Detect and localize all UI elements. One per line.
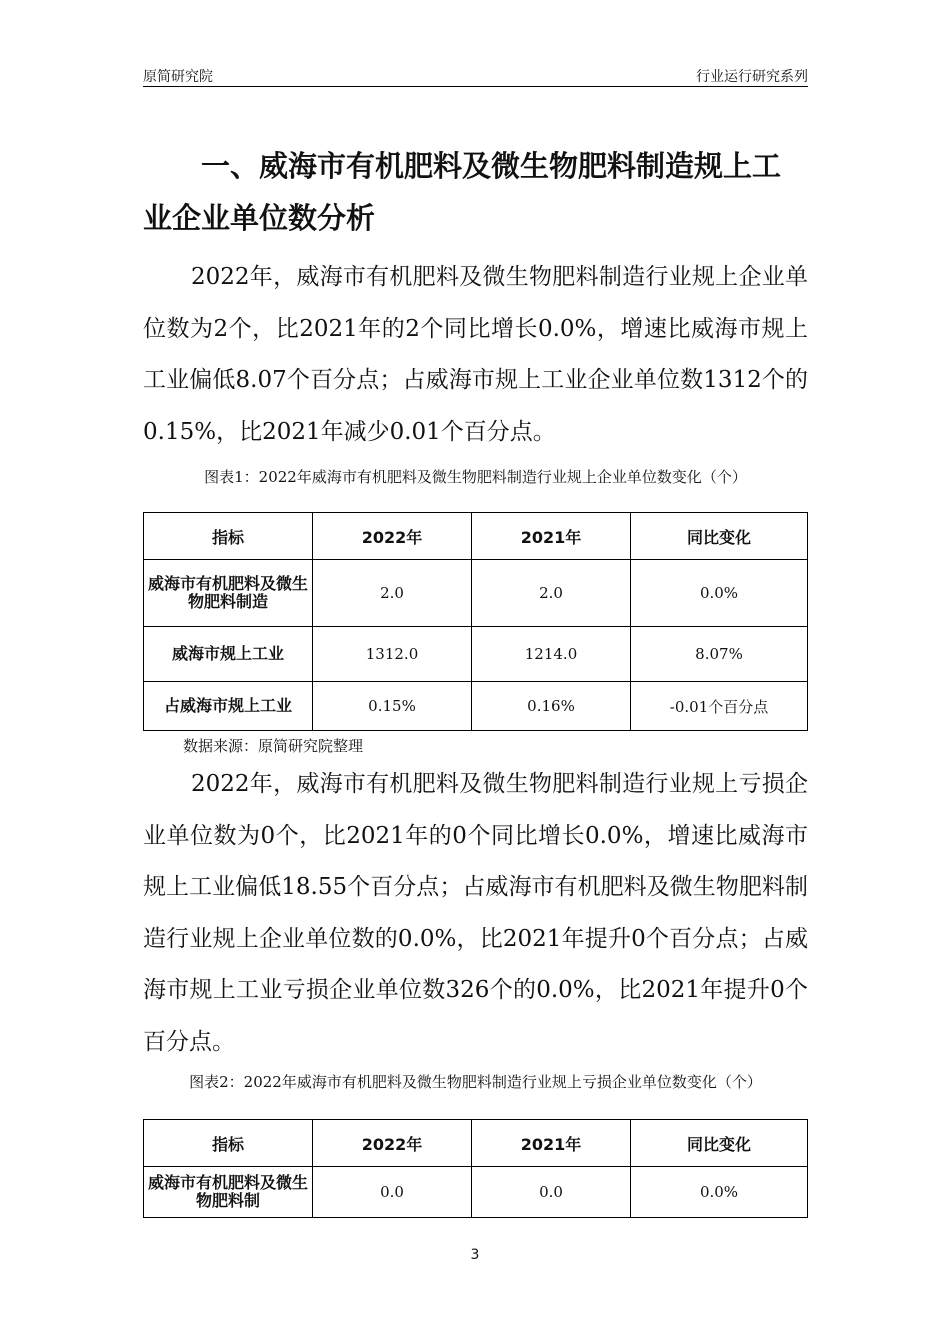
table-row (144, 627, 808, 682)
table-units (143, 512, 808, 731)
data-source-note: 数据来源：原简研究院整理 (183, 737, 364, 755)
row-label: 威海市有机肥料及微生物肥料制 (144, 1167, 313, 1218)
col-header-2021: 2021年 (472, 1120, 631, 1167)
cell-2022: 0.15% (313, 682, 472, 731)
col-header-indicator: 指标 (144, 513, 313, 560)
cell-2022: 2.0 (313, 560, 472, 627)
table-row (144, 560, 808, 627)
paragraph-loss-units: 2022年，威海市有机肥料及微生物肥料制造行业规上亏损企业单位数为0个，比2021年的0个同比增长0.0%，增速比威海市规上工业偏低18.55个百分点；占威海市有机肥料及微生物肥料制造行业规上企业单位数的0.0%，比2021年提升0个百分点；占威海市规上工业亏损企业单位数326个的0.0%，比2021年提升0个百分点。 (143, 771, 808, 1055)
paragraph-units: 2022年，威海市有机肥料及微生物肥料制造行业规上企业单位数为2个，比2021年的2个同比增长0.0%，增速比威海市规上工业偏低8.07个百分点；占威海市规上工业企业单位数1312个的0.15%，比2021年减少0.01个百分点。 (143, 264, 808, 445)
header-series: 行业运行研究系列 (696, 69, 808, 85)
page-header (143, 64, 808, 87)
table-loss-units (143, 1119, 808, 1218)
cell-2021: 0.0 (472, 1167, 631, 1218)
table-row (144, 1167, 808, 1218)
cell-change: 8.07% (631, 627, 808, 682)
row-label: 威海市有机肥料及微生物肥料制造 (144, 560, 313, 627)
section-heading: 一、威海市有机肥料及微生物肥料制造规上工业企业单位数分析 (143, 149, 782, 235)
cell-2022: 0.0 (313, 1167, 472, 1218)
page-number: 3 (470, 1247, 480, 1263)
cell-change: -0.01个百分点 (631, 682, 808, 731)
cell-2021: 0.16% (472, 682, 631, 731)
cell-change: 0.0% (631, 1167, 808, 1218)
row-label: 威海市规上工业 (144, 627, 313, 682)
col-header-2022: 2022年 (313, 1120, 472, 1167)
col-header-change: 同比变化 (631, 513, 808, 560)
row-label: 占威海市规上工业 (144, 682, 313, 731)
table-header-row (144, 513, 808, 560)
table-row (144, 682, 808, 731)
table-header-row (144, 1120, 808, 1167)
table1-caption: 图表1：2022年威海市有机肥料及微生物肥料制造行业规上企业单位数变化（个） (204, 468, 747, 486)
col-header-change: 同比变化 (631, 1120, 808, 1167)
col-header-2022: 2022年 (313, 513, 472, 560)
cell-2021: 2.0 (472, 560, 631, 627)
table2-caption: 图表2：2022年威海市有机肥料及微生物肥料制造行业规上亏损企业单位数变化（个） (189, 1073, 762, 1091)
header-org: 原简研究院 (143, 69, 213, 85)
col-header-indicator: 指标 (144, 1120, 313, 1167)
cell-change: 0.0% (631, 560, 808, 627)
col-header-2021: 2021年 (472, 513, 631, 560)
cell-2022: 1312.0 (313, 627, 472, 682)
cell-2021: 1214.0 (472, 627, 631, 682)
